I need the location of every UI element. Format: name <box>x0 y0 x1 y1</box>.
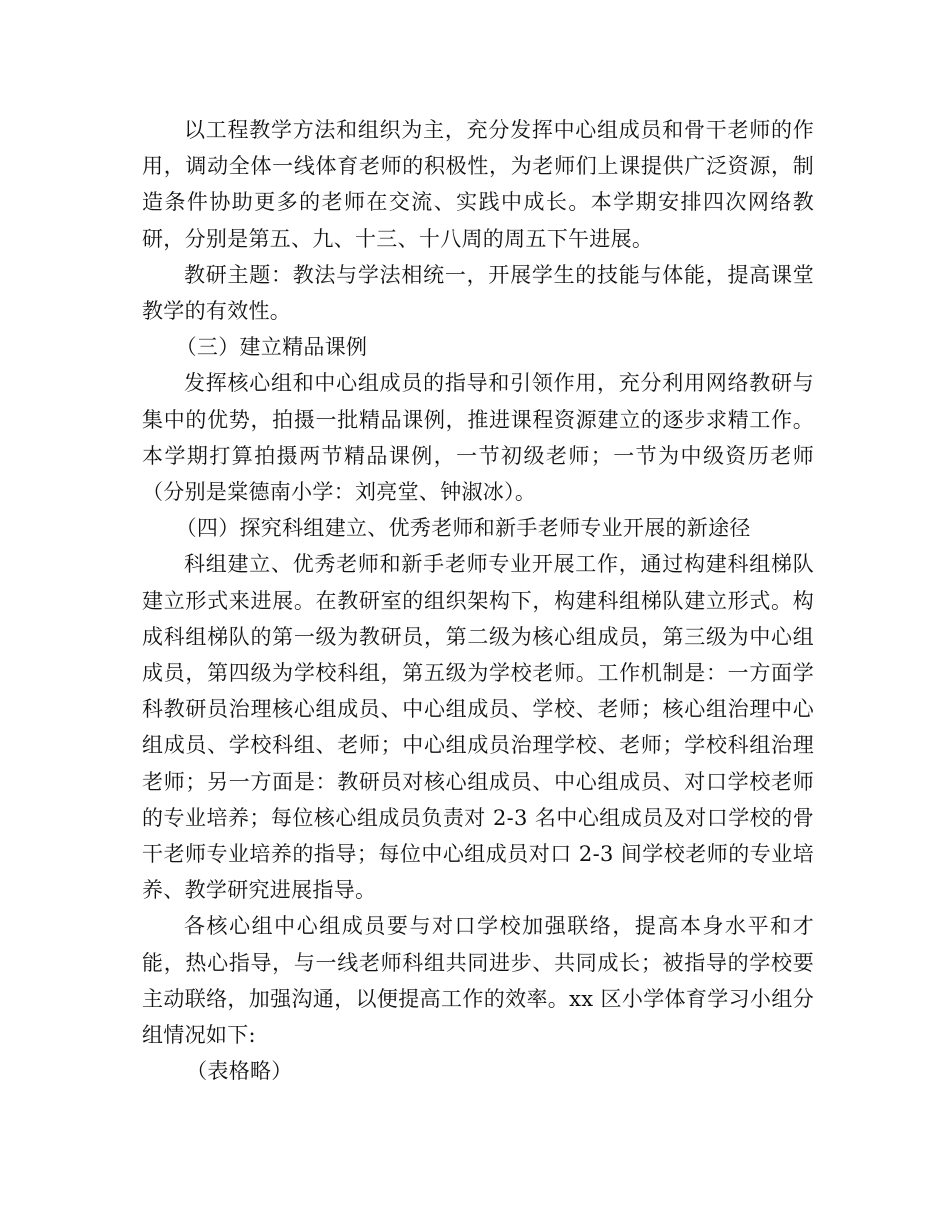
paragraph-research-theme: 教研主题：教法与学法相统一，开展学生的技能与体能，提高课堂教学的有效性。 <box>142 262 814 324</box>
document-body <box>142 112 814 1089</box>
table-omitted-note: （表格略） <box>186 1059 293 1084</box>
section-heading-quality-lessons: （三）建立精品课例 <box>175 335 368 360</box>
paragraph-quality-lessons: 发挥核心组和中心组成员的指导和引领作用，充分利用网络教研与集中的优势，拍摄一批精品课例，推进课程资源建立的逐步求精工作。本学期打算拍摄两节精品课例，一节初级老师；一节为中级资历老师（分别是棠德南小学：刘亮堂、钟淑冰）。 <box>142 371 814 505</box>
section-heading-team-building: （四）探究科组建立、优秀老师和新手老师专业开展的新途径 <box>175 516 751 541</box>
paragraph-network-teaching-research: 以工程教学方法和组织为主，充分发挥中心组成员和骨干老师的作用，调动全体一线体育老师的积极性，为老师们上课提供广泛资源，制造条件协助更多的老师在交流、实践中成长。本学期安排四次网络教研，分别是第五、九、十三、十八周的周五下午进展。 <box>142 118 814 251</box>
paragraph-team-building: 科组建立、优秀老师和新手老师专业开展工作，通过构建科组梯队建立形式来进展。在教研室的组织架构下，构建科组梯队建立形式。构成科组梯队的第一级为教研员，第二级为核心组成员，第三级为中心组成员，第四级为学校科组，第五级为学校老师。工作机制是：一方面学科教研员治理核心组成员、中心组成员、学校、老师；核心组治理中心组成员、学校科组、老师；中心组成员治理学校、老师；学校科组治理老师；另一方面是：教研员对核心组成员、中心组成员、对口学校老师的专业培养；每位核心组成员负责对 2-3 名中心组成员及对口学校的骨干老师专业培养的指导；每位中心组成员对口 2-3 间学校老师的专业培养、教学研究进展指导。 <box>142 552 814 903</box>
paragraph-liaison: 各核心组中心组成员要与对口学校加强联络，提高本身水平和才能，热心指导，与一线老师科组共同进步、共同成长；被指导的学校要主动联络，加强沟通，以便提高工作的效率。xx 区小学体育学习小组分组情况如下: <box>142 914 814 1048</box>
